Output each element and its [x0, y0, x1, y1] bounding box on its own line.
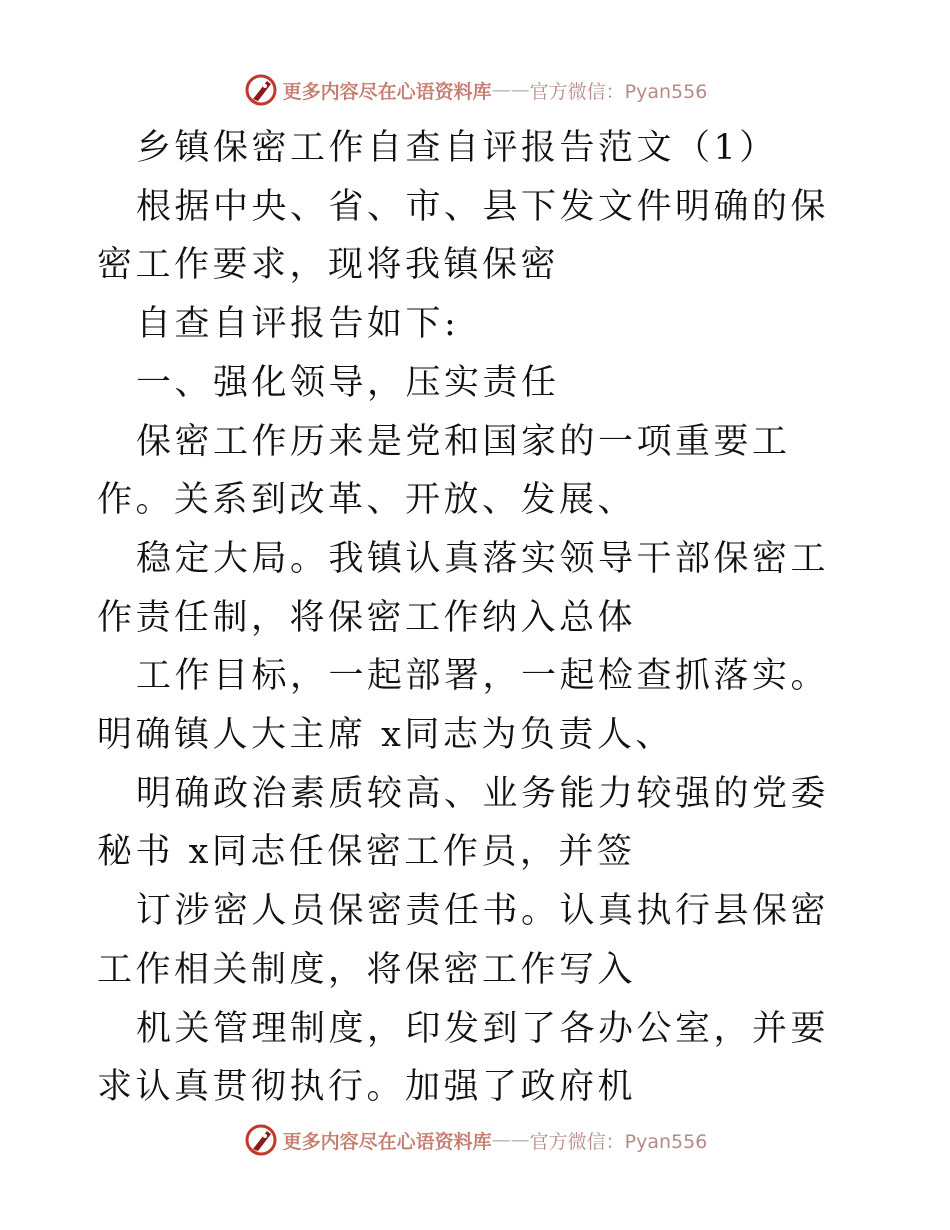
document-title: 乡镇保密工作自查自评报告范文（1） [136, 128, 778, 168]
pen-nib-logo-icon [243, 1122, 279, 1158]
section-heading: 一、强化领导，压实责任 [136, 362, 560, 403]
paragraph: 工作目标，一起部署，一起检查抓落实。明确镇人大主席 x同志为负责人、 [97, 656, 830, 756]
watermark-text-right: 官方微信：Pyan556 [529, 80, 708, 103]
watermark-separator: —— [491, 1129, 530, 1151]
paragraph: 保密工作历来是党和国家的一项重要工作。关系到改革、开放、发展、 [97, 421, 791, 521]
paragraph: 自查自评报告如下: [136, 304, 460, 345]
document-body [97, 119, 853, 1117]
watermark-text-right: 官方微信：Pyan556 [529, 1130, 708, 1153]
watermark-text-left: 更多内容尽在心语资料库 [282, 1130, 492, 1153]
paragraph: 根据中央、省、市、县下发文件明确的保密工作要求，现将我镇保密 [97, 186, 830, 286]
watermark-banner-bottom [0, 1120, 950, 1160]
paragraph: 明确政治素质较高、业务能力较强的党委秘书 x同志任保密工作员，并签 [97, 773, 830, 873]
pen-nib-logo-icon [243, 72, 279, 108]
watermark-separator: —— [491, 79, 530, 101]
paragraph: 稳定大局。我镇认真落实领导干部保密工作责任制，将保密工作纳入总体 [97, 538, 830, 638]
watermark-banner-top [0, 70, 950, 110]
watermark-text-left: 更多内容尽在心语资料库 [282, 80, 492, 103]
paragraph: 订涉密人员保密责任书。认真执行县保密工作相关制度，将保密工作写入 [97, 891, 830, 990]
paragraph: 机关管理制度，印发到了各办公室，并要求认真贯彻执行。加强了政府机 [97, 1008, 830, 1108]
